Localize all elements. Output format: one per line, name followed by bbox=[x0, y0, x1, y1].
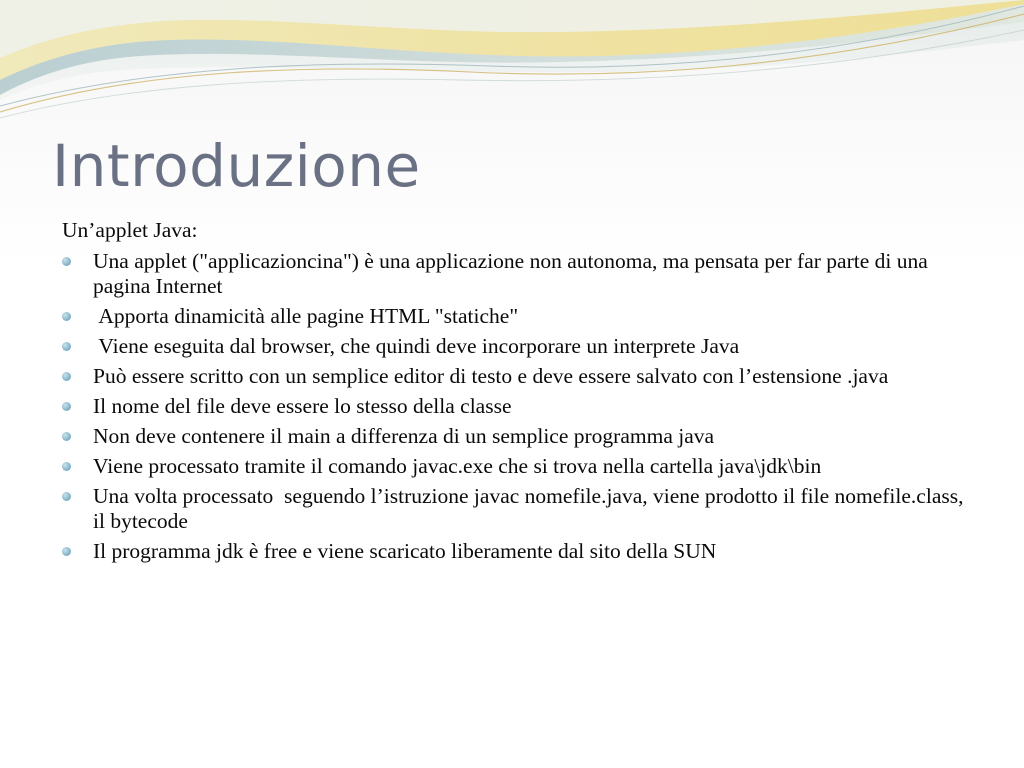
bullet-text: Il nome del file deve essere lo stesso della classe bbox=[93, 394, 512, 418]
bullet-text: Il programma jdk è free e viene scaricato liberamente dal sito della SUN bbox=[93, 539, 717, 563]
bullet-dot-icon bbox=[62, 257, 71, 266]
bullet-list bbox=[62, 249, 967, 564]
bullet-dot-icon bbox=[62, 547, 71, 556]
bullet-item bbox=[62, 364, 967, 389]
bullet-dot-icon bbox=[62, 462, 71, 471]
slide-title: Introduzione bbox=[52, 132, 421, 200]
slide-body bbox=[62, 218, 967, 569]
bullet-item bbox=[62, 484, 967, 534]
bullet-item bbox=[62, 304, 967, 329]
bullet-dot-icon bbox=[62, 342, 71, 351]
bullet-text: Una applet ("applicazioncina") è una applicazione non autonoma, ma pensata per far parte di una pagina Internet bbox=[93, 249, 934, 298]
bullet-item bbox=[62, 334, 967, 359]
bullet-text: Viene processato tramite il comando javac.exe che si trova nella cartella java\jdk\bin bbox=[93, 454, 822, 478]
bullet-dot-icon bbox=[62, 432, 71, 441]
bullet-text: Viene eseguita dal browser, che quindi deve incorporare un interprete Java bbox=[93, 334, 740, 358]
bullet-dot-icon bbox=[62, 312, 71, 321]
bullet-dot-icon bbox=[62, 402, 71, 411]
bullet-text: Una volta processato seguendo l’istruzione javac nomefile.java, viene prodotto il file nomefile.class, il bytecode bbox=[93, 484, 969, 533]
bullet-item bbox=[62, 454, 967, 479]
decorative-wave-header bbox=[0, 0, 1024, 130]
bullet-item bbox=[62, 424, 967, 449]
bullet-dot-icon bbox=[62, 492, 71, 501]
bullet-item bbox=[62, 539, 967, 564]
intro-line: Un’applet Java: bbox=[62, 218, 198, 242]
bullet-dot-icon bbox=[62, 372, 71, 381]
bullet-text: Può essere scritto con un semplice editor di testo e deve essere salvato con l’estensione .java bbox=[93, 364, 889, 388]
bullet-item bbox=[62, 249, 967, 299]
bullet-text: Non deve contenere il main a differenza di un semplice programma java bbox=[93, 424, 715, 448]
bullet-text: Apporta dinamicità alle pagine HTML "statiche" bbox=[93, 304, 519, 328]
bullet-item bbox=[62, 394, 967, 419]
